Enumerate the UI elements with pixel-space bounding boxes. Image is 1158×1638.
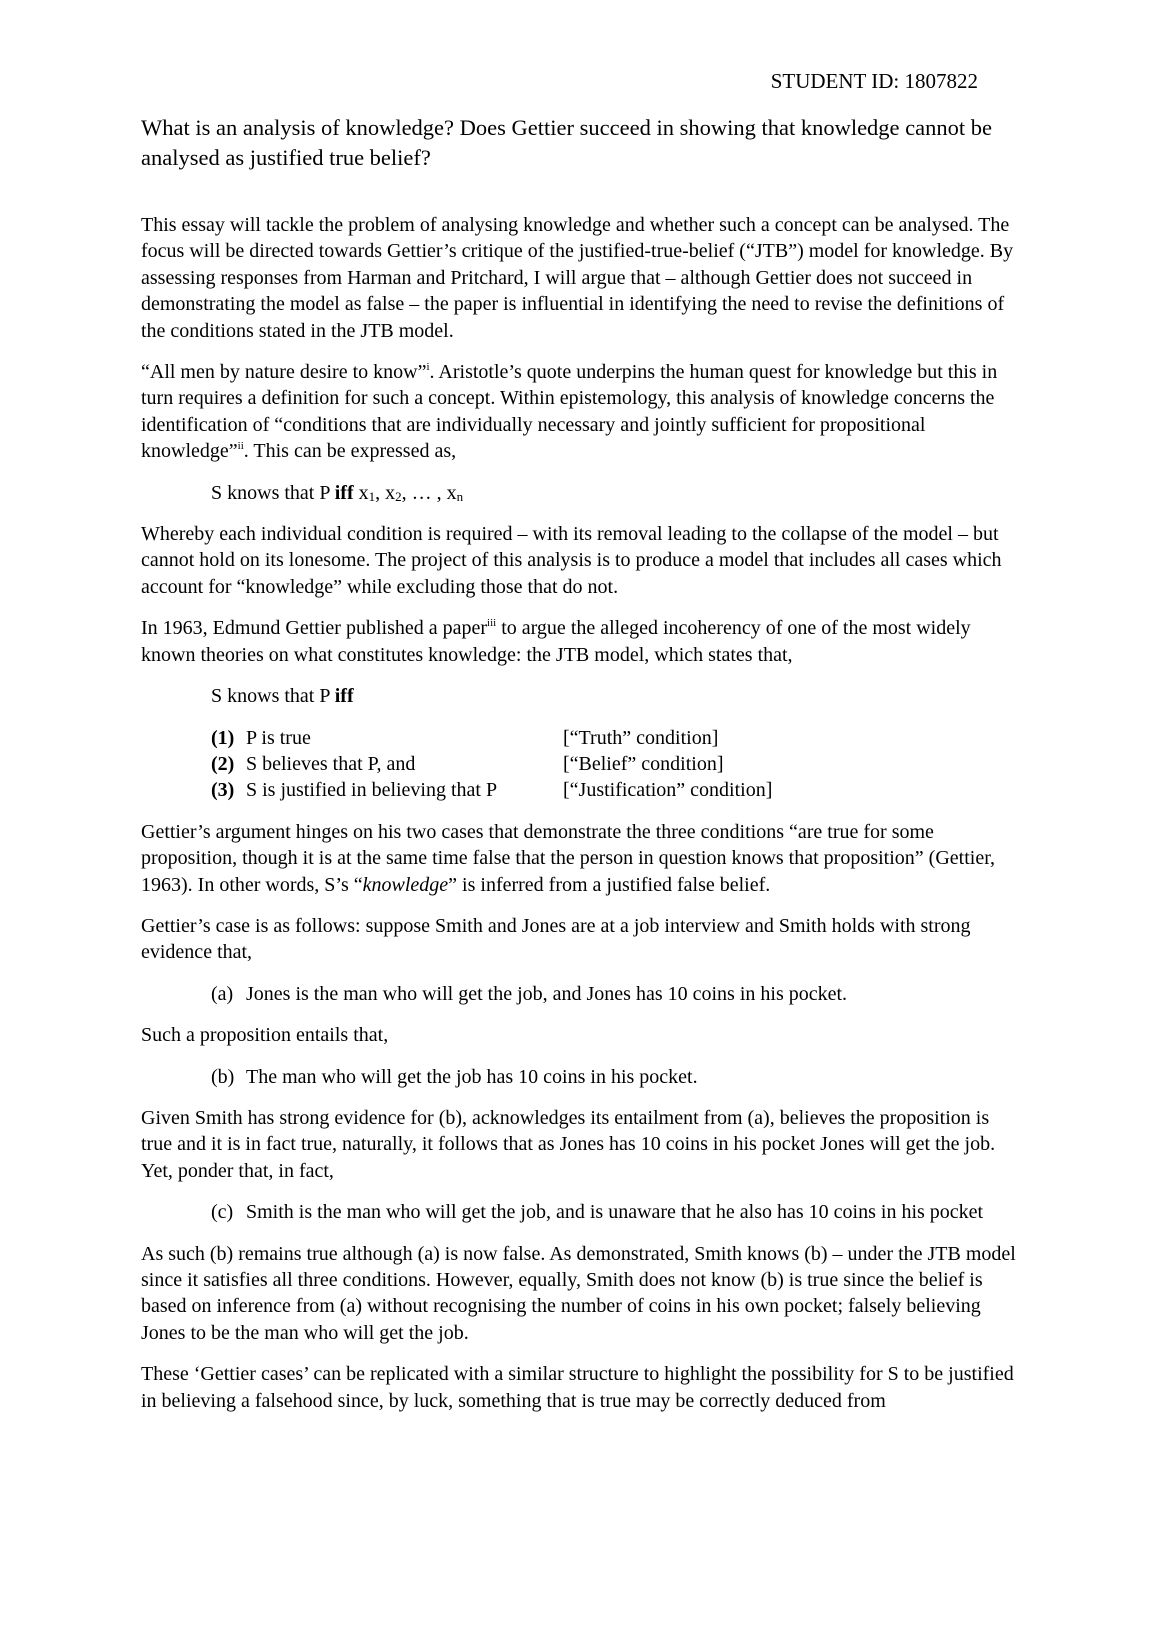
paragraph-as-such: As such (b) remains true although (a) is now false. As demonstrated, Smith knows (b) – under the JTB model since it satisfies all three conditions. However, equally, Smith does not know (b) is true since the belief is based on inference from (a) without recognising the number of coins in his own pocket; falsely believing Jones to be the man who will get the job. [141,1242,1016,1344]
condition-item: (2) S believes that P, and [“Belief” condition] [211,752,724,775]
endnote-ref-iii: iii [487,617,497,630]
endnote-ref-i: i [426,361,430,374]
proposition-a: (a) Jones is the man who will get the job, and Jones has 10 coins in his pocket. [211,982,848,1005]
paragraph-given-smith: Given Smith has strong evidence for (b), acknowledges its entailment from (a), believes the proposition is true and it is in fact true, naturally, it follows that as Jones has 10 coins in his pocket Jones will get the job. Yet, ponder that, in fact, [141,1106,996,1182]
essay-title: What is an analysis of knowledge? Does Gettier succeed in showing that knowledge cannot be analysed as justified true belief? [141,115,993,170]
student-id: STUDENT ID: 1807822 [770,69,978,93]
condition-item: (1) P is true [“Truth” condition] [211,726,719,749]
paragraph-gettier-argument: Gettier’s argument hinges on his two cases that demonstrate the three conditions “are true for some proposition, though it is at the same time false that the person in question knows that proposition” (Gettier, 1963). In other words, S’s “knowledge” is inferred from a justified false belief. [141,820,996,896]
paragraph-gettier-1963: In 1963, Edmund Gettier published a paper$^{iii}$ to argue the alleged incoherency of one of the most widely known theories on what constitutes knowledge: the JTB model, which states that, [141,617,971,666]
proposition-c: (c) Smith is the man who will get the job, and is unaware that he also has 10 coins in his pocket [211,1201,984,1224]
paragraph-entails: Such a proposition entails that, [141,1024,389,1047]
paragraph-intro: This essay will tackle the problem of analysing knowledge and whether such a concept can be analysed. The focus will be directed towards Gettier’s critique of the justified-true-belief (“JTB”) model for knowledge. By assessing responses from Harman and Pritchard, I will argue that – although Gettier does not succeed in demonstrating the model as false – the paper is influential in identifying the need to revise the definitions of the conditions stated in the JTB model. [141,214,1014,342]
paragraph-gettier-cases: These ‘Gettier cases’ can be replicated with a similar structure to highlight the possibility for S to be justified in believing a falsehood since, by luck, something that is true may be correctly deduced from [141,1363,1014,1412]
formula-analysis: S knows that P iff $x_1$, $x_2$, … , $x_n$ [211,481,464,504]
paragraph-whereby: Whereby each individual condition is required – with its removal leading to the collapse of the model – but cannot hold on its lonesome. The project of this analysis is to produce a model that includes all cases which account for “knowledge” while excluding those that do not. [141,523,1002,598]
essay-body [141,212,1021,1429]
proposition-b: (b) The man who will get the job has 10 coins in his pocket. [211,1065,698,1088]
paragraph-gettier-case: Gettier’s case is as follows: suppose Smith and Jones are at a job interview and Smith holds with strong evidence that, [141,914,971,964]
condition-item: (3) S is justified in believing that P [“Justification” condition] [211,779,773,802]
formula-jtb: S knows that P iff [211,685,354,708]
jtb-conditions-list [141,725,1021,804]
endnote-ref-ii: ii [237,440,244,453]
paragraph-aristotle: “All men by nature desire to know”$^i$. Aristotle’s quote underpins the human quest for knowledge but this in turn requires a definition for such a concept. Within epistemology, this analysis of knowledge concerns the identification of “conditions that are individually necessary and jointly sufficient for propositional knowledge”$^{ii}$. This can be expressed as, [141,361,998,463]
